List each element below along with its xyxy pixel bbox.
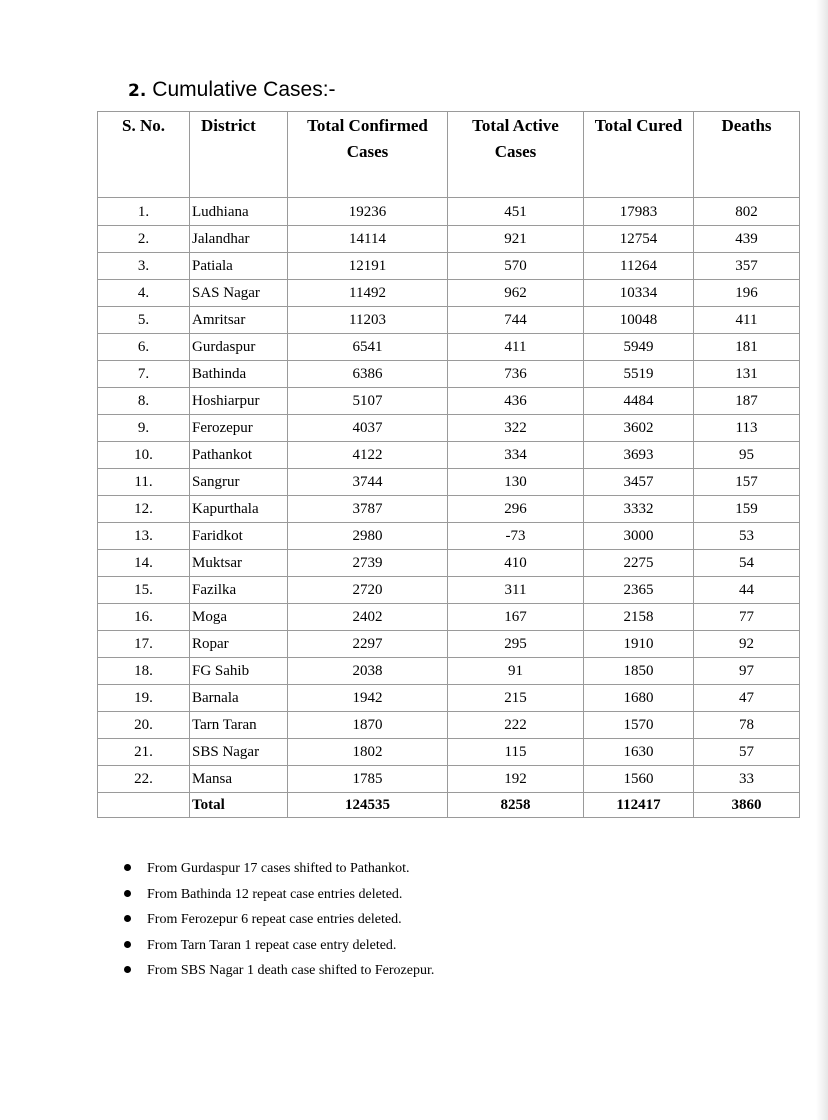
deaths-cell: 802 [694, 198, 800, 226]
confirmed-cell: 3744 [288, 469, 448, 496]
active-cell: 334 [448, 442, 584, 469]
confirmed-cell: 12191 [288, 253, 448, 280]
cured-cell: 1910 [584, 631, 694, 658]
confirmed-cell: 4122 [288, 442, 448, 469]
note-item [124, 856, 434, 882]
cured-cell: 17983 [584, 198, 694, 226]
section-number: 2. [128, 81, 147, 101]
deaths-cell: 47 [694, 685, 800, 712]
district-cell: Barnala [190, 685, 288, 712]
confirmed-cell: 3787 [288, 496, 448, 523]
cured-cell: 10334 [584, 280, 694, 307]
table-row [98, 253, 800, 280]
active-cell: 921 [448, 226, 584, 253]
confirmed-cell: 6386 [288, 361, 448, 388]
confirmed-cell: 1802 [288, 739, 448, 766]
confirmed-cell: 11492 [288, 280, 448, 307]
active-cell: 411 [448, 334, 584, 361]
header-total-confirmed-line1: Total Confirmed [307, 116, 428, 135]
table-row [98, 361, 800, 388]
district-cell: Ferozepur [190, 415, 288, 442]
table-row [98, 577, 800, 604]
active-cell: 744 [448, 307, 584, 334]
header-total-active [448, 112, 584, 198]
sno-cell: 11. [98, 469, 190, 496]
sno-cell: 9. [98, 415, 190, 442]
deaths-cell: 357 [694, 253, 800, 280]
cured-cell: 3000 [584, 523, 694, 550]
district-cell: Pathankot [190, 442, 288, 469]
confirmed-cell: 4037 [288, 415, 448, 442]
sno-cell: 13. [98, 523, 190, 550]
active-cell: -73 [448, 523, 584, 550]
bullet-icon [124, 941, 131, 948]
header-deaths: Deaths [694, 112, 800, 198]
deaths-cell: 44 [694, 577, 800, 604]
active-cell: 311 [448, 577, 584, 604]
cured-cell: 2275 [584, 550, 694, 577]
confirmed-cell: 19236 [288, 198, 448, 226]
cured-cell: 1570 [584, 712, 694, 739]
deaths-cell: 131 [694, 361, 800, 388]
deaths-cell: 57 [694, 739, 800, 766]
deaths-cell: 159 [694, 496, 800, 523]
table-row [98, 658, 800, 685]
cured-cell: 4484 [584, 388, 694, 415]
header-total-confirmed-line2: Cases [346, 142, 389, 161]
deaths-cell: 439 [694, 226, 800, 253]
district-cell: Fazilka [190, 577, 288, 604]
district-cell: Ropar [190, 631, 288, 658]
bullet-icon [124, 915, 131, 922]
sno-cell: 6. [98, 334, 190, 361]
confirmed-cell: 1942 [288, 685, 448, 712]
table-row [98, 469, 800, 496]
sno-cell: 5. [98, 307, 190, 334]
total-deaths: 3860 [694, 793, 800, 818]
confirmed-cell: 1785 [288, 766, 448, 793]
confirmed-cell: 6541 [288, 334, 448, 361]
deaths-cell: 113 [694, 415, 800, 442]
table-row [98, 388, 800, 415]
sno-cell: 22. [98, 766, 190, 793]
sno-cell: 17. [98, 631, 190, 658]
note-text: From Ferozepur 6 repeat case entries deleted. [147, 912, 402, 927]
active-cell: 296 [448, 496, 584, 523]
confirmed-cell: 2402 [288, 604, 448, 631]
district-cell: Gurdaspur [190, 334, 288, 361]
cured-cell: 3332 [584, 496, 694, 523]
deaths-cell: 78 [694, 712, 800, 739]
table-row [98, 550, 800, 577]
table-row [98, 334, 800, 361]
cured-cell: 3693 [584, 442, 694, 469]
table-row [98, 712, 800, 739]
cured-cell: 1560 [584, 766, 694, 793]
active-cell: 451 [448, 198, 584, 226]
table-row [98, 442, 800, 469]
sno-cell: 8. [98, 388, 190, 415]
deaths-cell: 54 [694, 550, 800, 577]
table-row [98, 496, 800, 523]
active-cell: 322 [448, 415, 584, 442]
deaths-cell: 95 [694, 442, 800, 469]
cured-cell: 3602 [584, 415, 694, 442]
deaths-cell: 181 [694, 334, 800, 361]
total-cured: 112417 [584, 793, 694, 818]
district-cell: Sangrur [190, 469, 288, 496]
active-cell: 130 [448, 469, 584, 496]
cured-cell: 5949 [584, 334, 694, 361]
note-item [124, 907, 434, 933]
active-cell: 436 [448, 388, 584, 415]
district-cell: SBS Nagar [190, 739, 288, 766]
cured-cell: 11264 [584, 253, 694, 280]
district-cell: Bathinda [190, 361, 288, 388]
sno-cell: 21. [98, 739, 190, 766]
sno-cell: 4. [98, 280, 190, 307]
note-item [124, 882, 434, 908]
confirmed-cell: 2038 [288, 658, 448, 685]
table-body [98, 198, 800, 818]
total-confirmed: 124535 [288, 793, 448, 818]
cured-cell: 1630 [584, 739, 694, 766]
table-row [98, 523, 800, 550]
deaths-cell: 411 [694, 307, 800, 334]
sno-cell: 15. [98, 577, 190, 604]
active-cell: 410 [448, 550, 584, 577]
sno-cell: 3. [98, 253, 190, 280]
total-active: 8258 [448, 793, 584, 818]
active-cell: 962 [448, 280, 584, 307]
district-cell: Mansa [190, 766, 288, 793]
deaths-cell: 53 [694, 523, 800, 550]
table-header-row [98, 112, 800, 198]
table-row [98, 280, 800, 307]
table-total-row [98, 793, 800, 818]
cured-cell: 1680 [584, 685, 694, 712]
deaths-cell: 187 [694, 388, 800, 415]
table-row [98, 739, 800, 766]
note-text: From Gurdaspur 17 cases shifted to Pathankot. [147, 861, 410, 876]
table-row [98, 631, 800, 658]
sno-cell: 19. [98, 685, 190, 712]
deaths-cell: 157 [694, 469, 800, 496]
district-cell: Moga [190, 604, 288, 631]
note-item [124, 933, 434, 959]
sno-cell: 14. [98, 550, 190, 577]
district-cell: Hoshiarpur [190, 388, 288, 415]
cured-cell: 3457 [584, 469, 694, 496]
header-total-confirmed [288, 112, 448, 198]
confirmed-cell: 2297 [288, 631, 448, 658]
district-cell: FG Sahib [190, 658, 288, 685]
bullet-icon [124, 864, 131, 871]
table-row [98, 226, 800, 253]
cured-cell: 2158 [584, 604, 694, 631]
sno-cell: 10. [98, 442, 190, 469]
cured-cell: 5519 [584, 361, 694, 388]
page-edge-shadow [816, 0, 828, 1120]
table-row [98, 198, 800, 226]
sno-cell: 20. [98, 712, 190, 739]
bullet-icon [124, 966, 131, 973]
active-cell: 115 [448, 739, 584, 766]
confirmed-cell: 5107 [288, 388, 448, 415]
sno-cell: 18. [98, 658, 190, 685]
active-cell: 570 [448, 253, 584, 280]
note-text: From Tarn Taran 1 repeat case entry deleted. [147, 937, 397, 953]
district-cell: Ludhiana [190, 198, 288, 226]
district-cell: Tarn Taran [190, 712, 288, 739]
note-item [124, 958, 434, 984]
active-cell: 736 [448, 361, 584, 388]
district-cell: SAS Nagar [190, 280, 288, 307]
cured-cell: 2365 [584, 577, 694, 604]
total-label: Total [190, 793, 288, 818]
district-cell: Jalandhar [190, 226, 288, 253]
confirmed-cell: 2739 [288, 550, 448, 577]
section-heading [128, 76, 336, 104]
sno-cell: 7. [98, 361, 190, 388]
note-text: From Bathinda 12 repeat case entries deleted. [147, 886, 403, 902]
active-cell: 167 [448, 604, 584, 631]
confirmed-cell: 11203 [288, 307, 448, 334]
sno-cell: 12. [98, 496, 190, 523]
deaths-cell: 33 [694, 766, 800, 793]
table-row [98, 307, 800, 334]
section-title: Cumulative Cases:- [152, 78, 336, 101]
sno-cell: 1. [98, 198, 190, 226]
district-cell: Muktsar [190, 550, 288, 577]
sno-cell: 2. [98, 226, 190, 253]
header-total-active-line1: Total Active [472, 116, 559, 135]
confirmed-cell: 14114 [288, 226, 448, 253]
cured-cell: 10048 [584, 307, 694, 334]
district-cell: Patiala [190, 253, 288, 280]
active-cell: 192 [448, 766, 584, 793]
deaths-cell: 92 [694, 631, 800, 658]
active-cell: 295 [448, 631, 584, 658]
active-cell: 91 [448, 658, 584, 685]
deaths-cell: 97 [694, 658, 800, 685]
deaths-cell: 77 [694, 604, 800, 631]
bullet-icon [124, 890, 131, 897]
table-row [98, 685, 800, 712]
header-total-active-line2: Cases [494, 142, 537, 161]
active-cell: 222 [448, 712, 584, 739]
note-text: From SBS Nagar 1 death case shifted to Ferozepur. [147, 963, 435, 978]
confirmed-cell: 2980 [288, 523, 448, 550]
header-sno: S. No. [98, 112, 190, 198]
table-row [98, 766, 800, 793]
total-sno-cell [98, 793, 190, 818]
table-row [98, 415, 800, 442]
cured-cell: 1850 [584, 658, 694, 685]
district-cell: Faridkot [190, 523, 288, 550]
header-district: District [190, 112, 288, 198]
confirmed-cell: 2720 [288, 577, 448, 604]
header-total-cured: Total Cured [584, 112, 694, 198]
deaths-cell: 196 [694, 280, 800, 307]
table-row [98, 604, 800, 631]
cumulative-cases-table [97, 111, 800, 818]
district-cell: Amritsar [190, 307, 288, 334]
notes-list [124, 856, 434, 984]
district-cell: Kapurthala [190, 496, 288, 523]
confirmed-cell: 1870 [288, 712, 448, 739]
cured-cell: 12754 [584, 226, 694, 253]
active-cell: 215 [448, 685, 584, 712]
sno-cell: 16. [98, 604, 190, 631]
